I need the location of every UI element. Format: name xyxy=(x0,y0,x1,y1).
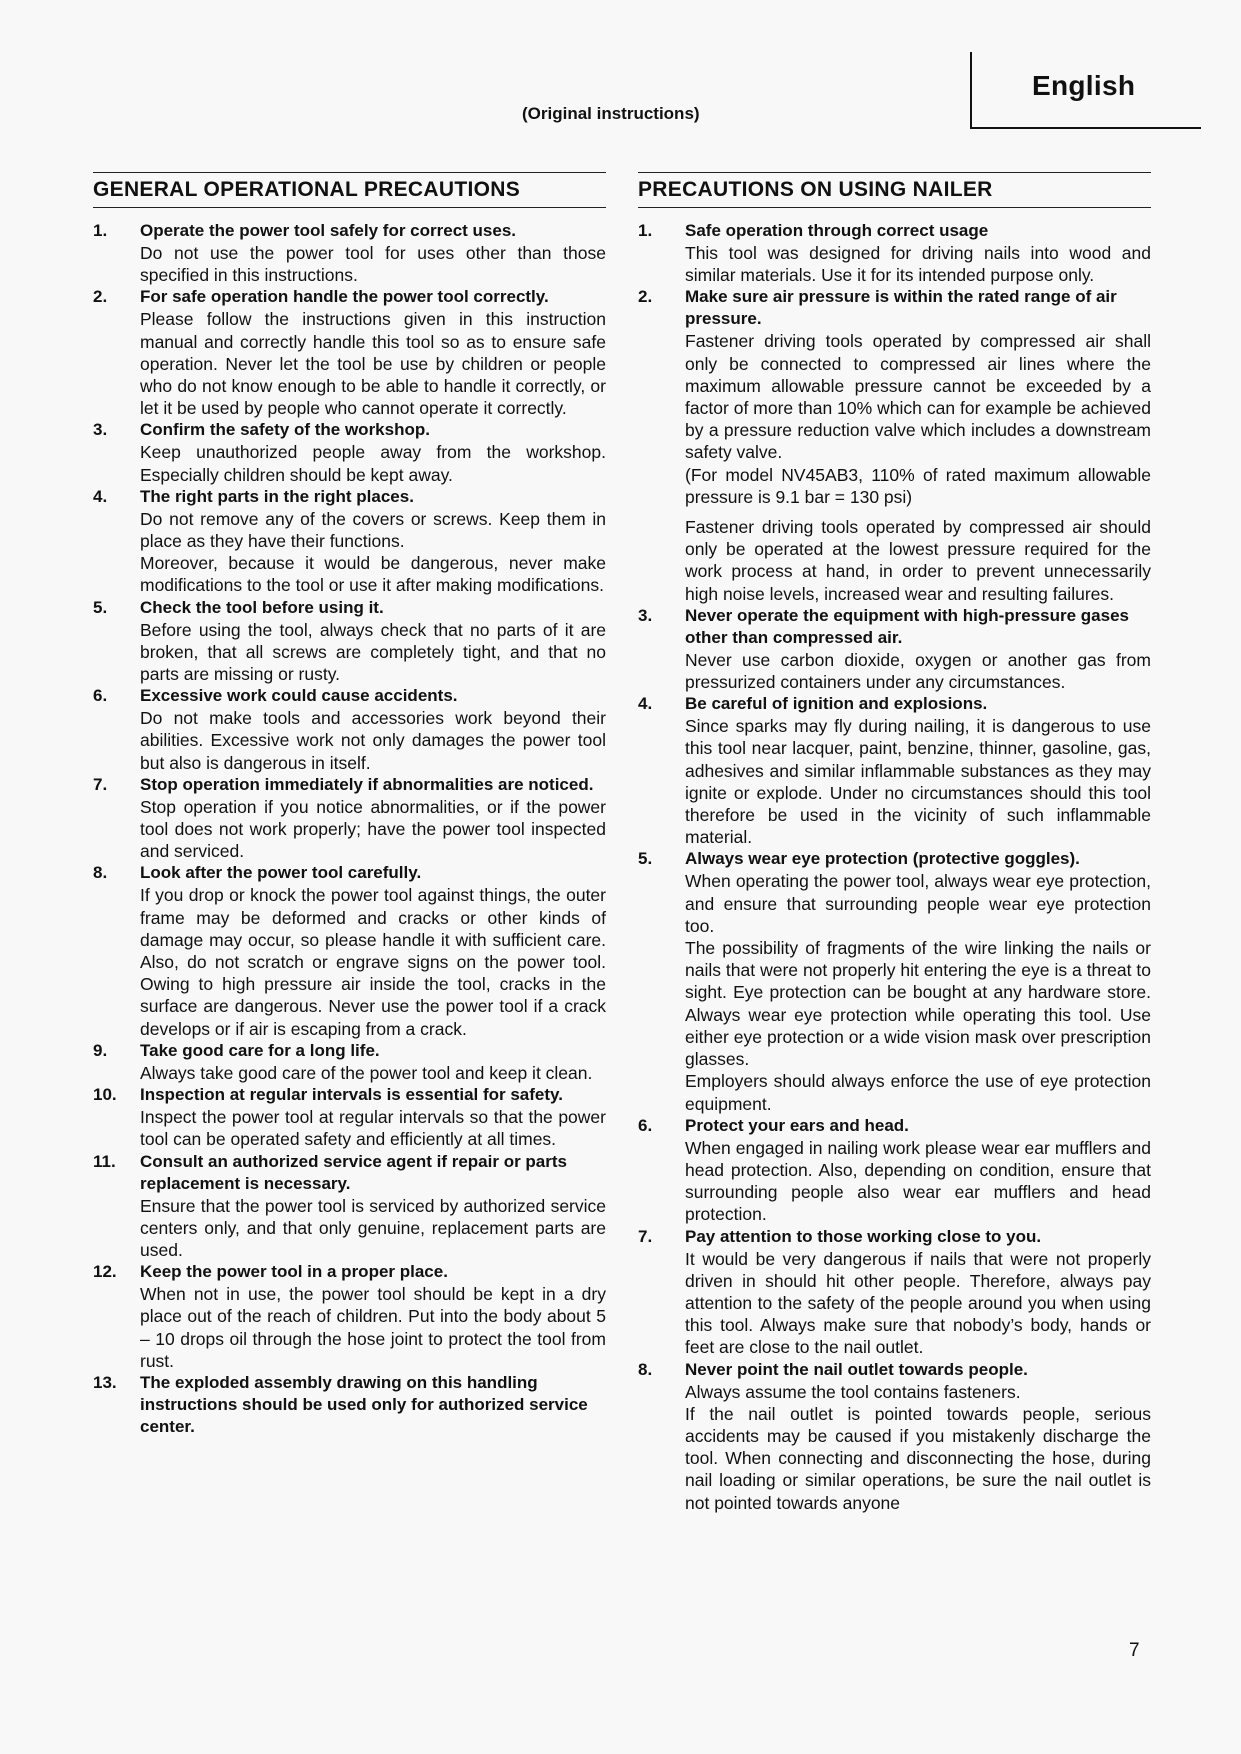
precaution-title xyxy=(638,1226,1151,1248)
precaution-title-text: Keep the power tool in a proper place. xyxy=(140,1262,448,1282)
precaution-item xyxy=(638,1359,1151,1514)
precaution-paragraph: When engaged in nailing work please wear ear mufflers and head protection. Also, depending on condition, ensure that surrounding people also wear ear mufflers and head protection. xyxy=(685,1137,1151,1225)
precaution-paragraph: Inspect the power tool at regular intervals so that the power tool can be operated safety and efficiently at all times. xyxy=(140,1107,606,1150)
precaution-title xyxy=(93,486,606,508)
precaution-item xyxy=(93,1040,606,1084)
precaution-body xyxy=(93,308,606,419)
precaution-title xyxy=(93,1372,606,1438)
precaution-body xyxy=(93,1195,606,1262)
precaution-body xyxy=(93,1062,606,1084)
right-precautions-list xyxy=(638,220,1151,1514)
precaution-body xyxy=(93,1106,606,1150)
right-section-title: PRECAUTIONS ON USING NAILER xyxy=(638,172,1151,208)
precaution-paragraph: Moreover, because it would be dangerous, never make modifications to the tool or use it after making modifications. xyxy=(140,553,606,596)
precaution-number: 4. xyxy=(638,694,653,714)
precaution-title xyxy=(93,1151,606,1195)
precaution-body xyxy=(638,1381,1151,1514)
precaution-title xyxy=(93,1084,606,1106)
precaution-number: 11. xyxy=(93,1151,116,1171)
precaution-title xyxy=(638,848,1151,870)
precaution-title-text: Look after the power tool carefully. xyxy=(140,863,422,883)
precaution-body xyxy=(93,707,606,774)
precaution-title-text: Be careful of ignition and explosions. xyxy=(685,694,988,714)
precaution-number: 13. xyxy=(93,1372,117,1392)
precaution-body xyxy=(638,649,1151,693)
precaution-title xyxy=(638,1115,1151,1137)
precaution-title xyxy=(638,1359,1151,1381)
precaution-paragraph: Do not use the power tool for uses other than those specified in this instructions. xyxy=(140,243,606,286)
precaution-number: 2. xyxy=(93,287,108,307)
precaution-title-text: Safe operation through correct usage xyxy=(685,221,989,240)
precaution-number: 6. xyxy=(93,686,108,706)
precaution-body xyxy=(93,619,606,686)
precaution-number: 7. xyxy=(93,774,108,794)
original-instructions-label: (Original instructions) xyxy=(522,104,700,123)
precaution-item xyxy=(93,774,606,863)
precaution-paragraph: If the nail outlet is pointed towards people, serious accidents may be caused if you mistakenly discharge the tool. When connecting and disconnecting the hose, during nail loading or similar operations, be sure the nail outlet is not pointed towards anyone xyxy=(685,1403,1151,1513)
precaution-title xyxy=(93,597,606,619)
left-section-title: GENERAL OPERATIONAL PRECAUTIONS xyxy=(93,172,606,208)
precaution-number: 1. xyxy=(93,221,108,240)
precaution-title-text: The exploded assembly drawing on this handling instructions should be used only for authorized service center. xyxy=(140,1372,588,1436)
precaution-number: 3. xyxy=(638,605,653,625)
precaution-paragraph: Keep unauthorized people away from the workshop. Especially children should be kept away. xyxy=(140,442,606,485)
precaution-title xyxy=(93,286,606,308)
precaution-paragraph: Always take good care of the power tool and keep it clean. xyxy=(140,1062,593,1083)
precaution-body xyxy=(638,242,1151,286)
precaution-item xyxy=(638,1115,1151,1226)
precaution-paragraph: (For model NV45AB3, 110% of rated maximum allowable pressure is 9.1 bar = 130 psi) xyxy=(685,464,1151,507)
precaution-item xyxy=(93,1084,606,1150)
precaution-body xyxy=(93,508,606,597)
precaution-title xyxy=(638,693,1151,715)
precaution-number: 2. xyxy=(638,287,653,307)
precaution-title-text: Always wear eye protection (protective goggles). xyxy=(685,849,1080,869)
precaution-number: 3. xyxy=(93,420,108,440)
precaution-item xyxy=(93,597,606,686)
left-precautions-list xyxy=(93,220,606,1438)
precaution-paragraph: It would be very dangerous if nails that were not properly driven in should hit other people. Therefore, always pay attention to the safety of the people around you when using this tool. Always make sure that nobody’s body, hands or feet are close to the nail outlet. xyxy=(685,1248,1151,1358)
precaution-item xyxy=(93,1151,606,1262)
precaution-title-text: Pay attention to those working close to you. xyxy=(685,1226,1042,1246)
precaution-title-text: Inspection at regular intervals is essential for safety. xyxy=(140,1085,563,1105)
precaution-paragraph: Employers should always enforce the use of eye protection equipment. xyxy=(685,1071,1151,1114)
precaution-title xyxy=(93,685,606,707)
precaution-item xyxy=(93,685,606,774)
precaution-body xyxy=(638,715,1151,848)
precaution-number: 10. xyxy=(93,1085,117,1105)
precaution-title-text: Consult an authorized service agent if repair or parts replacement is necessary. xyxy=(140,1151,567,1193)
precaution-title-text: Stop operation immediately if abnormalities are noticed. xyxy=(140,774,594,794)
precaution-body xyxy=(93,242,606,286)
precaution-paragraph: Ensure that the power tool is serviced by authorized service centers only, and that only genuine, replacement parts are used. xyxy=(140,1195,606,1260)
precaution-item xyxy=(93,1261,606,1372)
precaution-number: 8. xyxy=(638,1359,653,1379)
precaution-title xyxy=(638,286,1151,330)
precaution-title-text: The right parts in the right places. xyxy=(140,486,414,506)
precaution-number: 8. xyxy=(93,863,108,883)
precaution-item xyxy=(93,1372,606,1438)
precaution-paragraph: Do not make tools and accessories work beyond their abilities. Excessive work not only damages the power tool but also is dangerous in itself. xyxy=(140,708,606,773)
precaution-paragraph: Stop operation if you notice abnormalities, or if the power tool does not work properly; have the power tool inspected and serviced. xyxy=(140,796,606,862)
precaution-paragraph: Do not remove any of the covers or screws. Keep them in place as they have their functions. xyxy=(140,508,606,552)
precaution-body xyxy=(93,796,606,863)
precaution-title-text: Confirm the safety of the workshop. xyxy=(140,420,430,440)
precaution-item xyxy=(93,286,606,419)
precaution-paragraph: Fastener driving tools operated by compressed air should only be operated at the lowest pressure required for the work process at hand, in order to prevent unnecessarily high noise levels, increased wear and resulting failures. xyxy=(685,517,1151,604)
precaution-number: 4. xyxy=(93,486,108,506)
page-number: 7 xyxy=(1129,1640,1140,1661)
precaution-title-text: Take good care for a long life. xyxy=(140,1040,380,1060)
language-label: English xyxy=(1032,70,1136,101)
precaution-title-text: Excessive work could cause accidents. xyxy=(140,686,458,706)
precaution-item xyxy=(638,220,1151,286)
precaution-title-text: Check the tool before using it. xyxy=(140,597,384,617)
precaution-title-text: Operate the power tool safely for correct uses. xyxy=(140,221,517,240)
precaution-paragraph: If you drop or knock the power tool against things, the outer frame may be deformed and cracks or other kinds of damage may occur, so please handle it with sufficient care. Also, do not scratch or engrave signs on the power tool. Owing to high pressure air inside the tool, cracks in the surface are dangerous. Never use the power tool if a crack develops or if air is escaping from a crack. xyxy=(140,885,606,1039)
precaution-number: 1. xyxy=(638,221,653,240)
precaution-number: 7. xyxy=(638,1226,653,1246)
precaution-title-text: Never operate the equipment with high-pressure gases other than compressed air. xyxy=(685,605,1130,647)
precaution-title-text: Never point the nail outlet towards people. xyxy=(685,1359,1028,1379)
precaution-body xyxy=(638,330,1151,604)
precaution-item xyxy=(638,286,1151,604)
precaution-paragraph: When operating the power tool, always wear eye protection, and ensure that surrounding people wear eye protection too. xyxy=(685,871,1151,936)
precaution-title-text: Protect your ears and head. xyxy=(685,1115,909,1135)
precaution-paragraph: When not in use, the power tool should be kept in a dry place out of the reach of children. Put into the body about 5 – 10 drops oil through the hose joint to protect the tool from rust. xyxy=(140,1284,606,1371)
precaution-paragraph: The possibility of fragments of the wire linking the nails or nails that were not properly hit entering the eye is a threat to sight. Eye protection can be bought at any hardware store. Always wear eye protection while operating this tool. Use either eye protection or a wide vision mask over prescription glasses. xyxy=(685,938,1151,1070)
precaution-title xyxy=(638,220,1151,242)
precaution-title xyxy=(93,774,606,796)
precaution-paragraph: Fastener driving tools operated by compressed air shall only be connected to compressed air lines where the maximum allowable pressure cannot be exceeded by a factor of more than 10% which can for example be achieved by a pressure reduction valve which includes a downstream safety valve. xyxy=(685,331,1151,463)
precaution-item xyxy=(93,862,606,1039)
precaution-paragraph: Before using the tool, always check that no parts of it are broken, that all screws are completely tight, and that no parts are missing or rusty. xyxy=(140,619,606,685)
precaution-number: 6. xyxy=(638,1115,653,1135)
precaution-title xyxy=(93,1261,606,1283)
precaution-item xyxy=(93,419,606,485)
precaution-body xyxy=(93,884,606,1039)
precaution-body xyxy=(638,1137,1151,1226)
precaution-item xyxy=(93,220,606,286)
left-column xyxy=(93,172,606,1438)
precaution-item xyxy=(638,605,1151,693)
precaution-item xyxy=(638,693,1151,848)
precaution-paragraph: Always assume the tool contains fasteners. xyxy=(685,1381,1021,1402)
precaution-paragraph: This tool was designed for driving nails into wood and similar materials. Use it for its intended purpose only. xyxy=(685,243,1151,286)
precaution-paragraph: Since sparks may fly during nailing, it is dangerous to use this tool near lacquer, paint, benzine, thinner, gasoline, gas, adhesives and similar inflammable substances as they may ignite or explode. Under no circumstances should this tool therefore be used in the vicinity of such inflammable material. xyxy=(685,716,1151,848)
precaution-title-text: Make sure air pressure is within the rated range of air pressure. xyxy=(685,287,1117,329)
precaution-title-text: For safe operation handle the power tool correctly. xyxy=(140,287,549,307)
precaution-title xyxy=(638,605,1151,649)
precaution-body xyxy=(638,870,1151,1114)
precaution-item xyxy=(638,848,1151,1114)
precaution-paragraph: Never use carbon dioxide, oxygen or another gas from pressurized containers under any circumstances. xyxy=(685,649,1151,693)
precaution-title xyxy=(93,1040,606,1062)
precaution-number: 5. xyxy=(93,597,108,617)
precaution-number: 9. xyxy=(93,1040,108,1060)
precaution-title xyxy=(93,862,606,884)
precaution-title xyxy=(93,419,606,441)
precaution-body xyxy=(93,1283,606,1372)
right-column xyxy=(638,172,1151,1514)
precaution-item xyxy=(93,486,606,597)
precaution-title xyxy=(93,220,606,242)
precaution-number: 5. xyxy=(638,849,653,869)
precaution-body xyxy=(93,441,606,485)
precaution-body xyxy=(638,1248,1151,1359)
precaution-paragraph: Please follow the instructions given in this instruction manual and correctly handle this tool so as to ensure safe operation. Never let the tool be use by children or people who do not know enough to be able to handle it correctly, or let it be used by people who cannot operate it correctly. xyxy=(140,309,606,419)
precaution-number: 12. xyxy=(93,1262,117,1282)
precaution-item xyxy=(638,1226,1151,1359)
